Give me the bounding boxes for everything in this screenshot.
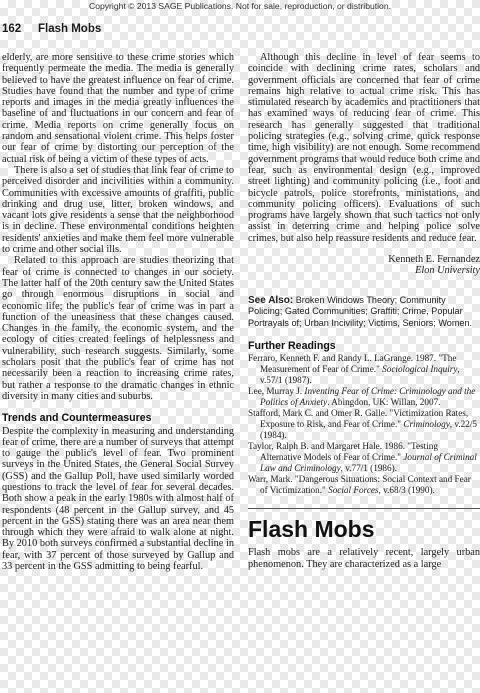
body-paragraph: Despite the complexity in measuring and understanding fear of crime, there are a number of surveys that attempt to gauge the public's level of fear. Two prominent surveys in the United States, the General Social Survey (GSS) and the Gallup Poll, have used similarly worded questions to track the level of fear for several decades. Both show a peak in the early 1980s with almost half of respondents (48 percent in the Gallup survey, and 45 percent in the GSS) stating there was an area near them through which they were afraid to walk alone at night. By 2010 both surveys confirmed a substantial decline in fear, with 37 percent of those surveyed by Gallup and 33 percent in the GSS admitting to being fearful.	[2, 425, 234, 573]
page-number: 162	[2, 23, 22, 35]
right-column	[248, 52, 480, 570]
entry-opening-text: Flash mobs are a relatively recent, largely urban phenomenon. They are characterized as a large	[248, 547, 480, 570]
author-name: Kenneth E. Fernandez	[388, 254, 480, 266]
reference-item: Ferraro, Kenneth F. and Randy L. LaGrange. 1987. "The Measurement of Fear of Crime." Sociological Inquiry, v.57/1 (1987).	[248, 353, 460, 386]
body-paragraph: There is also a set of studies that link fear of crime to perceived disorder and incivilities within a community. Communities with excessive amounts of graffiti, public drinking and drug use, litter, broken windows, and vacant lots give residents a sense that the neighborhood is in decline. These environmental conditions heighten residents' anxieties and make them feel more vulnerable to crime and other social ills.	[2, 164, 234, 256]
running-title: Flash Mobs	[38, 23, 102, 35]
see-also-label: See Also:	[248, 294, 294, 306]
entry-divider	[248, 508, 480, 509]
body-paragraph: Related to this approach are studies theorizing that fear of crime is connected to changes in our society. The latter half of the 20th century saw the United States go through enormous disruptions in social and economic life; the public's fear of crime was in part a function of the uneasiness that these changes caused. Changes in the family, the economic system, and the ecology of cities created feelings of helplessness and vulnerability, such research suggests. Similarly, some scholars posit that the public's fear of crime has not necessarily been a reaction to increasing crime rates, but rather a response to the dramatic changes in ethnic diversity in many cities and suburbs.	[2, 255, 234, 402]
section-heading: Trends and Countermeasures	[2, 412, 152, 425]
left-column	[2, 52, 234, 572]
further-readings-heading: Further Readings	[248, 340, 336, 353]
reference-item: Taylor, Ralph B. and Margaret Hale. 1986. "Testing Alternative Models of Fear of Crime." Journal of Criminal Law and Criminology, v.77/1 (1986).	[248, 441, 477, 474]
body-paragraph: Although this decline in level of fear seems to coincide with declining crime rates, scholars and government officials are concerned that fear of crime remains high relative to actual crime risk. This has stimulated research by academics and practitioners that has examined ways of reducing fear of crime. This research has generally suggested that traditional policing strategies (e.g., solving crime, quick response time, high visibility) are not enough. Some recommend government programs that would reduce both crime and fear, such as environmental design (e.g., improved street lighting) and community policing (i.e., foot and bicycle patrols, police storefronts, ministations, and community policing officers). Evaluations of such programs have largely shown that such tactics not only assist in deterring crime and helping police solve crimes, but also help reassure residents and reduce fear.	[248, 52, 480, 244]
reference-item: Lee, Murray J. Inventing Fear of Crime: Criminology and the Politics of Anxiety. Abingdon, UK: Willan, 2007.	[248, 386, 476, 408]
reference-list	[248, 353, 480, 496]
reference-item: Warr, Mark. "Dangerous Situations: Social Context and Fear of Victimization." Social Forces, v.68/3 (1990).	[248, 474, 471, 496]
see-also	[248, 295, 480, 330]
see-also-text: Broken Windows Theory; Community Policing; Gated Communities; Graffiti; Crime, Popular Portrayals of; Urban Incivility; Victims, Seniors; Women.	[248, 294, 473, 328]
body-paragraph: elderly, are more sensitive to these crime stories which frequently permeate the media. The media is generally believed to have the greatest influence on fear of crime. Studies have found that the number and type of crime reports and images in the media greatly influences the baseline of and fluctuations in our concern and fear of crime. Media reports on crime generally focus on random and sensational violent crime. This helps foster our fear of crime by distorting our perception of the actual risk of being a victim of these types of acts.	[2, 52, 234, 165]
reference-item: Stafford, Mark C. and Omer R. Galle. "Victimization Rates, Exposure to Risk, and Fear of Crime." Criminology, v.22/5 (1984).	[248, 408, 478, 441]
copyright-notice: Copyright © 2013 SAGE Publications. Not for sale, reproduction, or distribution.	[88, 1, 391, 11]
page-header	[0, 18, 480, 40]
author-affiliation: Elon University	[415, 265, 480, 277]
entry-title: Flash Mobs	[248, 516, 375, 543]
